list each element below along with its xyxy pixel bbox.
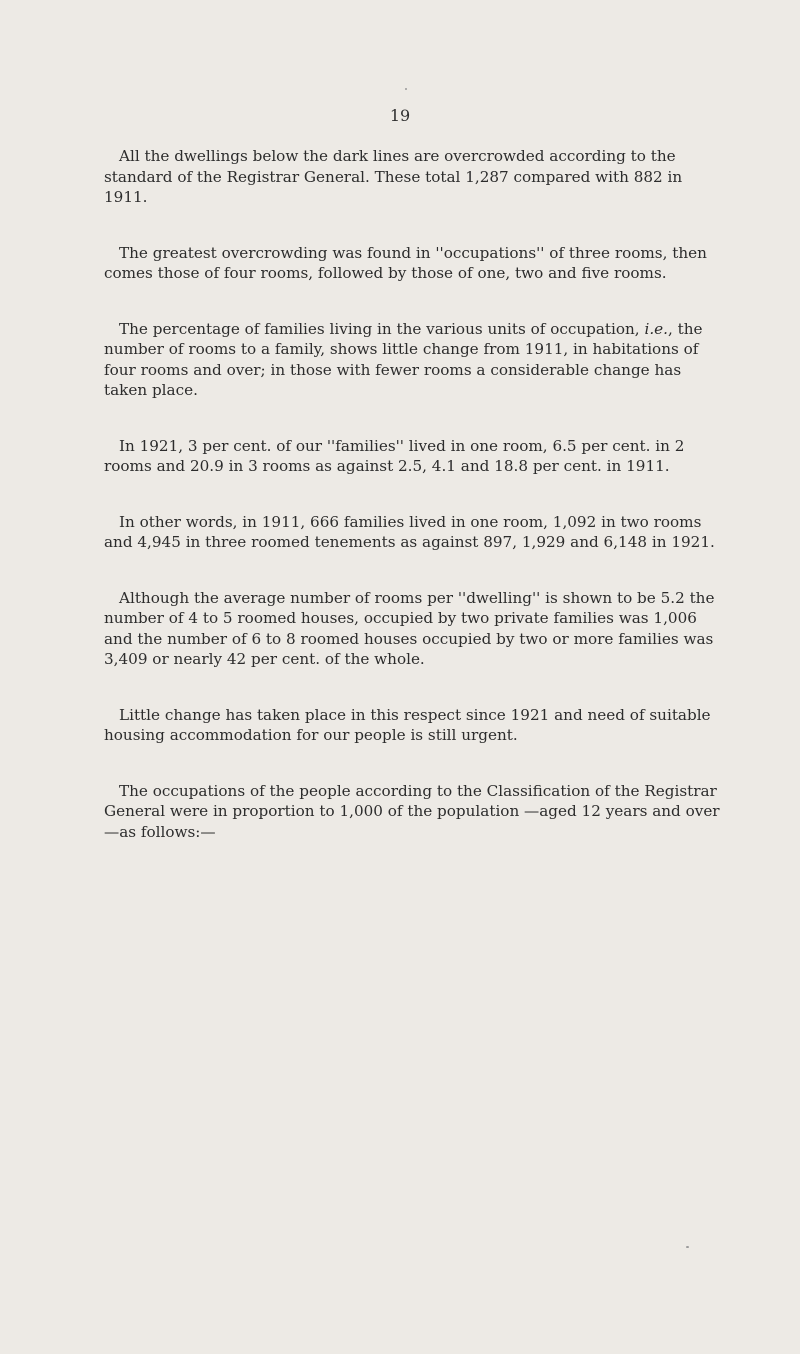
document-body (104, 146, 724, 877)
paragraph-text: Little change has taken place in this respect since 1921 and need of suitable housing accommodation for our people is still urgent. (104, 705, 711, 744)
paragraph-text: All the dwellings below the dark lines are overcrowded according to the standard of the Registrar General. These total 1,287 compared with 882 in 1911. (104, 147, 683, 206)
page-number: 19 (389, 106, 411, 125)
italic-abbreviation: i.e. (644, 319, 668, 338)
paragraph-text: In 1921, 3 per cent. of our ''families'' lived in one room, 6.5 per cent. in 2 rooms and 20.9 in 3 rooms as against 2.5, 4.1 and 18.8 per cent. in 1911. (104, 436, 685, 475)
paper-speck (405, 88, 407, 90)
paragraph-text: In other words, in 1911, 666 families lived in one room, 1,092 in two rooms and 4,945 in three roomed tenements as against 897, 1,929 and 6,148 in 1921. (104, 512, 715, 551)
paragraph-percentage-families (104, 319, 724, 401)
paper-speck (686, 1246, 689, 1248)
paragraph-text: The greatest overcrowding was found in ''occupations'' of three rooms, then comes those of four rooms, followed by those of one, two and five rooms. (104, 243, 707, 282)
paragraph-1921-percentages (104, 436, 724, 477)
paragraph-text: The occupations of the people according to the Classification of the Registrar General were in proportion to 1,000 of the population —aged 12 years and over—as follows:— (104, 781, 720, 841)
paragraph-text: Although the average number of rooms per ''dwelling'' is shown to be 5.2 the number of 4 to 5 roomed houses, occupied by two private families was 1,006 and the number of 6 to 8 roomed houses occupied by two or more families was 3,409 or nearly 42 per cent. of the whole. (104, 588, 715, 668)
paragraph-occupations (104, 781, 724, 843)
paragraph-text: The percentage of families living in the various units of occupation, i.e., the number of rooms to a family, shows little change from 1911, in habitations of four rooms and over; in those with fewer rooms a considerable change has taken place. (104, 319, 703, 399)
paragraph-greatest-overcrowding (104, 243, 724, 284)
paragraph-little-change (104, 705, 724, 746)
paragraph-overcrowded-dwellings (104, 146, 724, 208)
paragraph-1911-families (104, 512, 724, 553)
paragraph-average-rooms (104, 588, 724, 670)
